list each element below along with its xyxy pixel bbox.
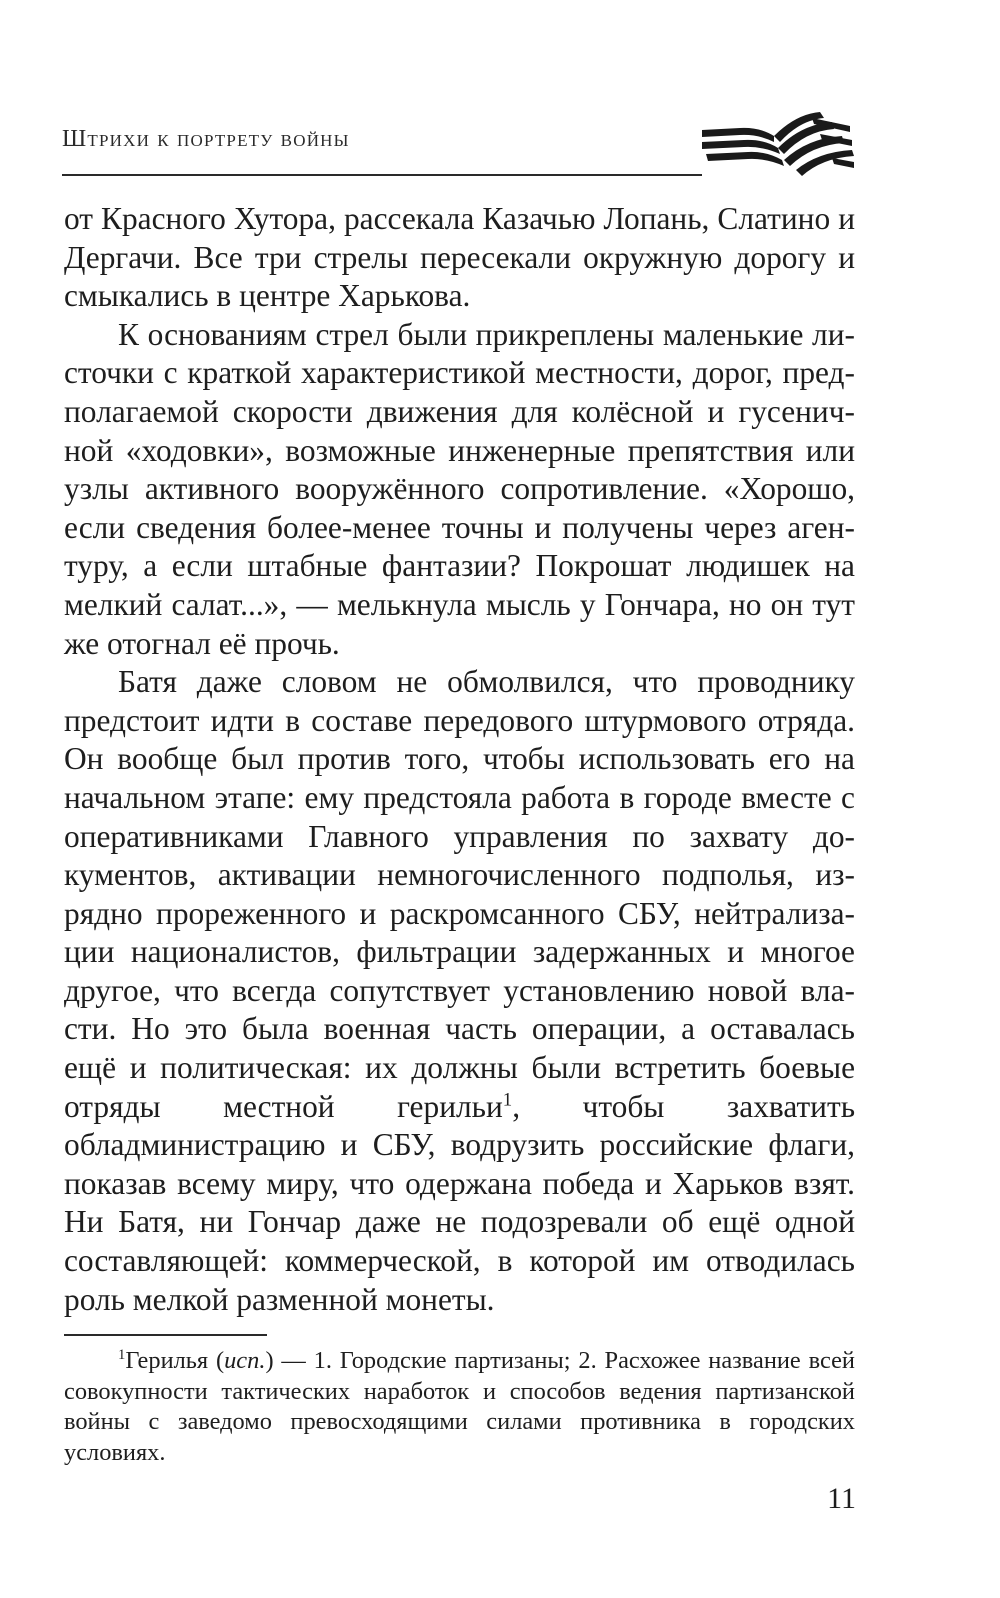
body-text bbox=[64, 200, 855, 1319]
running-title: Штрихи к портрету войны bbox=[62, 126, 350, 152]
footnote-marker: 1 bbox=[118, 1346, 126, 1363]
paragraph-3-part-2: , чтобы захватить обладминистрацию и СБУ, водрузить российские флаги, показав всему миру, что одержана победа и Харьков взят. Ни Батя, ни Гончар даже не подозревали об ещё одной составляющей: коммерческой, в которой им отводилась роль мелкой разменной монеты. bbox=[64, 1088, 856, 1317]
footnote bbox=[64, 1346, 855, 1468]
ribbon-stripes-icon bbox=[700, 108, 856, 182]
footnote-term: Герилья ( bbox=[125, 1347, 225, 1374]
footnote-reference[interactable]: 1 bbox=[502, 1089, 513, 1111]
paragraph-3-part-1: Батя даже словом не обмолвился, что проводнику предстоит идти в составе передового штурмового отряда. Он вообще был против того, чтобы использовать его на начальном этапе: ему предстояла работа в городе вместе с оперативниками Главного управления по захвату документов, активации немногочисленного подполья, изрядно прореженного и раскромсанного СБУ, нейтрализации националистов, фильтрации задержанных и многое другое, что всегда сопутствует установлению новой власти. Но это была военная часть операции, а оставалась ещё и политическая: их должны были встретить боевые отряды местной герильи bbox=[64, 664, 855, 1124]
footnote-abbreviation: исп. bbox=[224, 1347, 266, 1374]
footnote-rule bbox=[64, 1334, 267, 1336]
page-number: 11 bbox=[827, 1482, 856, 1515]
paragraph-3 bbox=[64, 663, 855, 1319]
paragraph-2: К основаниям стрел были прикреплены маленькие листочки с краткой характеристикой местности, дорог, предполагаемой скорости движения для колёсной и гусеничной «ходовки», возможные инженерные препятствия или узлы активного вооружённого сопротивление. «Хорошо, если сведения более-менее точны и получены через агентуру, а если штабные фантазии? Покрошат людишек на мелкий салат...», — мелькнула мысль у Гончара, но он тут же отогнал её прочь. bbox=[64, 316, 855, 661]
footnote-text: ) — 1. Городские партизаны; 2. Расхожее название всей совокупности тактических наработок и способов ведения партизанской войны с заведомо превосходящими силами противника в городских условиях. bbox=[64, 1347, 855, 1466]
paragraph-1: от Красного Хутора, рассекала Казачью Лопань, Слатино и Дергачи. Все три стрелы пересекали окружную дорогу и смыкались в центре Харькова. bbox=[64, 201, 855, 314]
header-rule bbox=[62, 174, 702, 176]
